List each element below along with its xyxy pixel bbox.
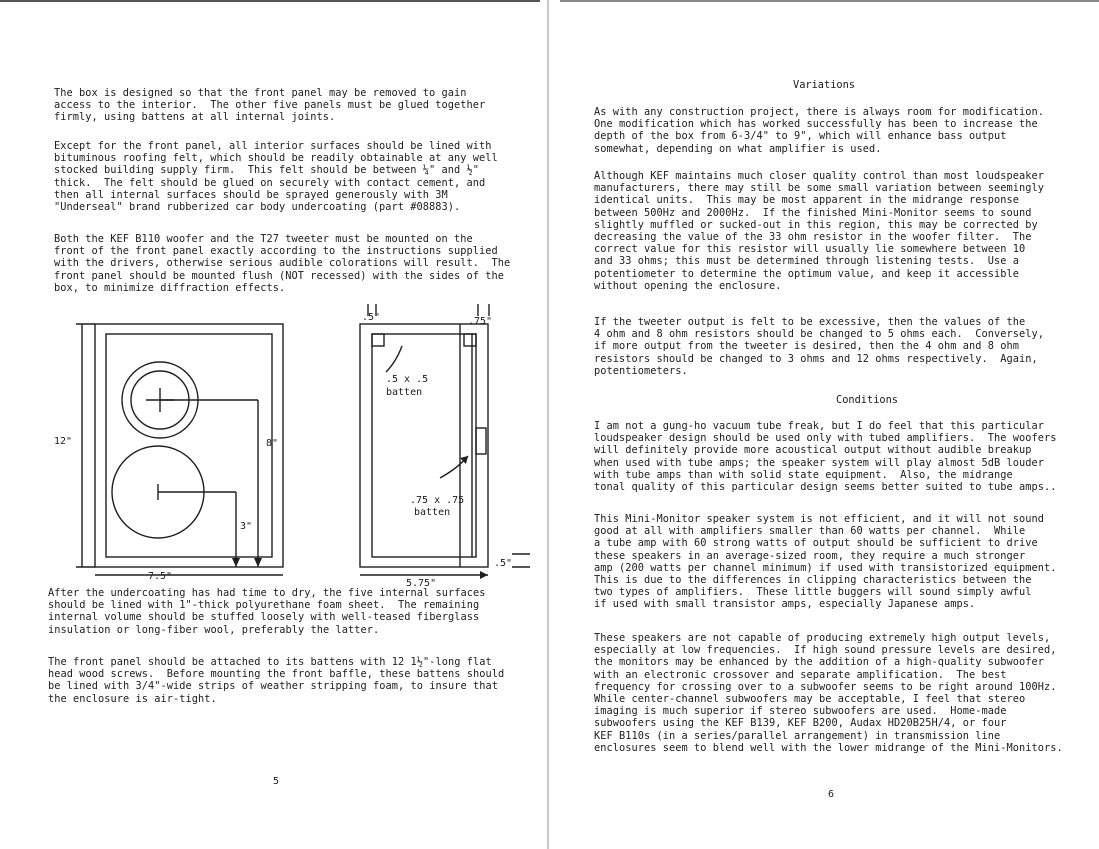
label-woofer-center: 8" <box>266 438 279 449</box>
page-number: 5 <box>273 776 280 787</box>
label-panel-offset: .5" <box>494 558 513 569</box>
enclosure-diagram <box>40 296 530 586</box>
paragraph-tube-amps: I am not a gung-ho vacuum tube freak, but I do feel that this particular loudspeaker design should be used only with tubed amplifiers. The woofers will definitely provide more acoustical output without audible breakup when used with tube amps; the speaker system will play almost 5dB louder with tube amps than with solid state equipment. Also, the midrange tonal quality of this particular design seems better suited to tube amps.. <box>594 420 1057 494</box>
label-batten-large-dim: .75 x .75 <box>410 495 465 506</box>
heading-conditions: Conditions <box>836 394 898 406</box>
paragraph-output-levels: These speakers are not capable of producing extremely high output levels, especially at low frequencies. If high sound pressure levels are desired, the monitors may be enhanced by the addition of a high-quality subwoofer with an electronic crossover and separate amplification. The best frequency for crossing over to a subwoofer seems to be right around 100Hz. While center-channel subwoofers may be acceptable, I feel that stereo imaging is much superior if stereo subwoofers are used. Home-made subwoofers using the KEF B139, KEF B200, Audax HD20B25H/4, or four KEF B110s (in a series/parallel arrangement) in transmission line enclosures seem to blend well with the lower midrange of the Mini-Monitors. <box>594 632 1063 754</box>
page-5 <box>0 0 548 849</box>
paragraph-foam-lining: After the undercoating has had time to dry, the five internal surfaces should be lined with 1"-thick polyurethane foam sheet. The remaining internal volume should be stuffed loosely with well-teased fiberglass insulation or long-fiber wool, preferably the latter. <box>48 587 486 636</box>
label-batten-small-dim: .5 x .5 <box>386 374 429 385</box>
label-top-thick: .75" <box>468 316 493 327</box>
paragraph-driver-mounting: Both the KEF B110 woofer and the T27 tweeter must be mounted on the front of the front panel exactly according to the instructions supplied with the drivers, otherwise serious audible colorations will result. The front panel should be mounted flush (NOT recessed) with the sides of the box, to minimize diffraction effects. <box>54 233 511 294</box>
paragraph-front-panel-screws: The front panel should be attached to its battens with 12 1½"-long flat head wood screws. Before mounting the front baffle, these battens should be lined with 3/4"-wide strips of weather stripping foam, to insure that the enclosure is air-tight. <box>48 656 505 705</box>
paragraph-box-design: The box is designed so that the front panel may be removed to gain access to the interior. The other five panels must be glued together firmly, using battens at all internal joints. <box>54 87 486 124</box>
paragraph-tweeter-output: If the tweeter output is felt to be excessive, then the values of the 4 ohm and 8 ohm resistors should be changed to 5 ohms each. Conversely, if more output from the tweeter is desired, then the 4 ohm and 8 ohm resistors should be changed to 3 ohms and 12 ohms respectively. Again, potentiometers. <box>594 316 1044 377</box>
label-width: 7.5" <box>148 571 173 582</box>
page-6 <box>549 0 1099 849</box>
label-tweeter-center: 3" <box>240 521 253 532</box>
label-depth: 5.75" <box>406 578 437 586</box>
paragraph-interior-lining: Except for the front panel, all interior surfaces should be lined with bituminous roofing felt, which should be readily obtainable at any well stocked building supply firm. This felt should be between ¼" and ½" thick. The felt should be glued on securely with contact cement, and then all internal surfaces should be sprayed generously with 3M "Underseal" brand rubberized car body undercoating (part #08883). <box>54 140 498 214</box>
heading-variations: Variations <box>793 79 855 91</box>
paragraph-quality-control: Although KEF maintains much closer quality control than most loudspeaker manufacturers, there may still be some small variation between seemingly identical units. This may be most apparent in the midrange response between 500Hz and 2000Hz. If the finished Mini-Monitor seems to sound slightly muffled or sucked-out in this region, this may be corrected by decreasing the value of the 33 ohm resistor in the woofer filter. The correct value for this resistor will usually lie somewhere between 10 and 33 ohms; this must be determined through listening tests. Use a potentiometer to determine the optimum value, and keep it accessible without opening the enclosure. <box>594 170 1044 292</box>
label-top-thin: .5" <box>362 312 381 323</box>
paragraph-efficiency: This Mini-Monitor speaker system is not efficient, and it will not sound good at all with amplifiers smaller than 60 watts per channel. While a tube amp with 60 strong watts of output should be sufficient to drive these speakers in an average-sized room, they require a much stronger amp (200 watts per channel minimum) if used with transistorized equipment. This is due to the differences in clipping characteristics between the two types of amplifiers. These little buggers will sound simply awful if used with small transistor amps, especially Japanese amps. <box>594 513 1057 611</box>
paragraph-modification: As with any construction project, there is always room for modification. One modification which has worked successfully has been to increase the depth of the box from 6-3/4" to 9", which will enhance bass output somewhat, depending on what amplifier is used. <box>594 106 1044 155</box>
page-number: 6 <box>828 789 835 800</box>
label-batten-small-word: batten <box>386 387 423 398</box>
label-height: 12" <box>54 436 73 447</box>
label-batten-large-word: batten <box>414 507 451 518</box>
